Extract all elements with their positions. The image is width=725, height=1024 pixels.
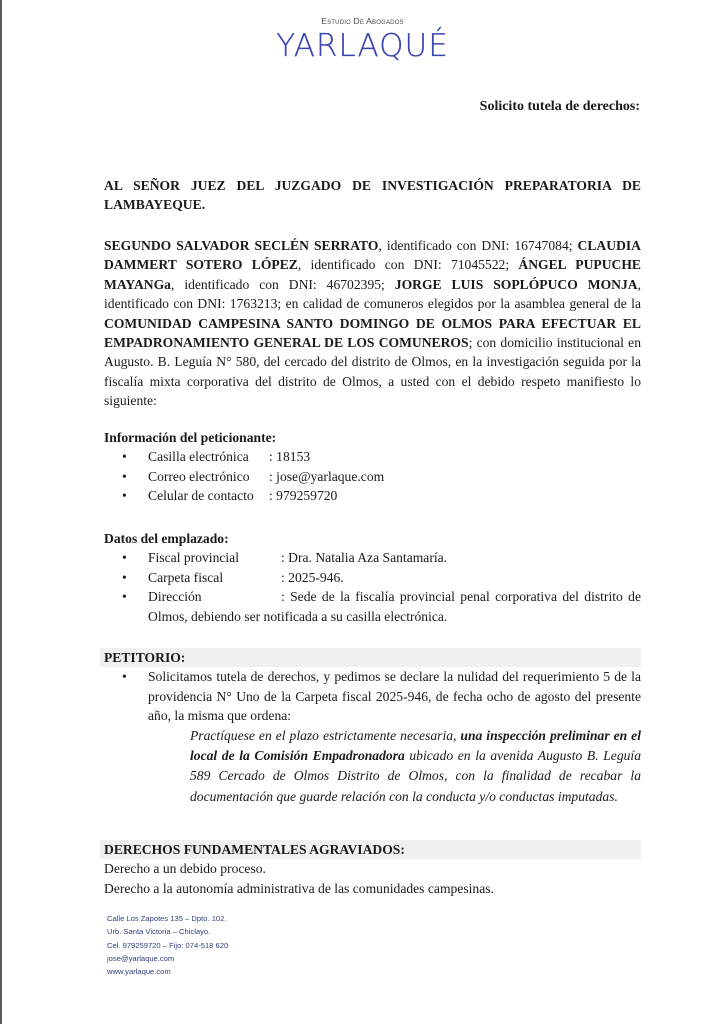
footer-address: Calle Los Zapotes 135 – Dpto. 102. (107, 914, 227, 923)
petitioner-dni-4: , identificado con DNI: 1763213; en calidad de comuneros elegidos por la asamblea general de la (104, 276, 642, 312)
footer-contact (107, 912, 228, 978)
quote-bold: una inspección preliminar en el local de la Comisión Empadronadora (190, 727, 641, 763)
list-item (104, 548, 641, 567)
item-label: Correo electrónico (148, 468, 250, 484)
list-item (104, 486, 641, 505)
rights-line: Derecho a un debido proceso. (104, 861, 266, 877)
intro-tail: ; con domicilio institucional en Augusto. B. Leguía N° 580, del cercado del distrito de Olmos, en la investigación seguida por la fiscalía mixta corporativa del distrito de Olmos, a usted con el debido respeto manifiesto lo siguiente: (104, 335, 642, 409)
list-item (104, 467, 641, 486)
list-item (104, 568, 641, 587)
petitorio-quote (190, 726, 641, 807)
item-value: : 18153 (269, 449, 311, 465)
footer-website: www.yarlaque.com (107, 967, 171, 977)
petitioner-info-title: Información del peticionante: (104, 430, 277, 445)
intro-paragraph (104, 236, 641, 411)
quote-part-a: Practíquese en el plazo estrictamente necesaria, (190, 727, 461, 743)
footer-phones: Cel. 979259720 – Fijo: 074-518 620 (107, 940, 229, 950)
list-item (104, 447, 641, 466)
quote-part-b: ubicado en la avenida Augusto B. Leguía 589 Cercado de Olmos Distrito de Olmos, con la finalidad de recabar la documentación que guarde relación con la conducta y/o conductas imputadas. (190, 747, 641, 804)
community-name: COMUNIDAD CAMPESINA SANTO DOMINGO DE OLMOS PARA EFECTUAR EL EMPADRONAMIENTO GENERAL DE LOS COMUNEROS (104, 315, 641, 351)
petitioner-info-section (104, 428, 641, 506)
petitioner-dni-3: , identificado con DNI: 46702395; (170, 276, 395, 292)
petitioner-name-1: SEGUNDO SALVADOR SECLÉN SERRATO (104, 238, 379, 253)
item-value: : jose@yarlaque.com (269, 468, 385, 484)
petitioner-dni-1: , identificado con DNI: 16747084; (378, 238, 578, 253)
page-left-border (0, 0, 2, 1024)
item-label: Dirección (148, 589, 202, 605)
item-label: Carpeta fiscal (148, 569, 224, 585)
petitioner-name-2: CLAUDIA DAMMERT SOTERO LÓPEZ (104, 238, 641, 273)
respondent-title: Datos del emplazado: (104, 531, 229, 546)
respondent-list (104, 548, 641, 626)
footer-district: Urb. Santa Victoria – Chiclayo. (107, 927, 211, 937)
logo-title: YARLAQUÉ (276, 28, 449, 64)
petitioner-dni-2: , identificado con DNI: 71045522; (297, 257, 519, 273)
petitioner-name-3: ÁNGEL PUPUCHE MAYANGa (104, 257, 641, 292)
petitorio-bullet: • Solicitamos tutela de derechos, y pedimos se declare la nulidad del requerimiento 5 de la providencia N° Uno de la Carpeta fiscal 2025-946, de fecha ocho de agosto del presente año, la misma que ordena: (104, 667, 641, 725)
petitioner-name-4: JORGE LUIS SOPLÓPUCO MONJA (394, 276, 638, 292)
petitioner-info-list (104, 447, 641, 505)
footer-email: jose@yarlaque.com (107, 953, 175, 963)
document-subject: Solicito tutela de derechos: (479, 99, 640, 114)
rights-line: Derecho a la autonomía administrativa de las comunidades campesinas. (104, 880, 494, 896)
list-item (104, 587, 641, 626)
respondent-section (104, 529, 641, 626)
item-label: Celular de contacto (148, 488, 254, 504)
rights-title: DERECHOS FUNDAMENTALES AGRAVIADOS: (100, 840, 641, 859)
item-label: Fiscal provincial (148, 550, 239, 566)
petitorio-section (104, 648, 641, 807)
logo-subtitle: Estudio De Abogados (321, 16, 404, 26)
item-value: : Sede de la fiscalía provincial penal corporativa del distrito de Olmos, debiendo ser notificada a su casilla electrónica. (148, 589, 641, 624)
addressee: AL SEÑOR JUEZ DEL JUZGADO DE INVESTIGACIÓN PREPARATORIA DE LAMBAYEQUE. (104, 178, 641, 213)
item-value: : 979259720 (269, 488, 338, 504)
item-value: : 2025-946. (281, 569, 344, 585)
item-label: Casilla electrónica (148, 449, 249, 465)
rights-section (104, 840, 641, 898)
petitorio-title: PETITORIO: (100, 648, 641, 667)
item-value: : Dra. Natalia Aza Santamaría. (281, 550, 448, 566)
